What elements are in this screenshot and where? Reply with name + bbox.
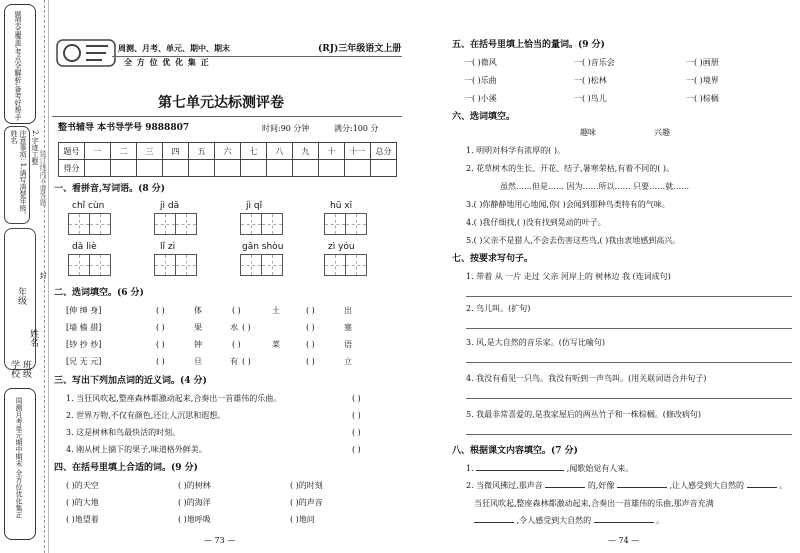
q2-label-3: [钞 抄 炒] <box>66 340 102 349</box>
score-cell: 一 <box>85 143 111 160</box>
pinyin-5: dǎ liè <box>72 242 97 252</box>
q2-blank[interactable]: ( ) <box>232 340 241 349</box>
q6-word-2: 兴趣 <box>654 128 670 137</box>
score-input[interactable] <box>189 160 215 177</box>
q5-cell[interactable]: 一( )画册 <box>686 58 719 67</box>
brand-logo-icon <box>56 38 116 68</box>
score-table <box>58 142 397 177</box>
score-cell: 题号 <box>59 143 85 160</box>
q2-char: 语 <box>344 340 352 349</box>
exam-time: 时间:90 分钟 <box>262 124 310 133</box>
q4-cell[interactable]: ( )的海洋 <box>178 498 211 507</box>
char-grid-8[interactable] <box>324 254 366 276</box>
q2-char: 体 <box>194 306 202 315</box>
q2-blank[interactable]: ( ) <box>232 306 241 315</box>
q4-cell[interactable]: ( )的时刻 <box>290 481 323 490</box>
q3-title: 三、写出下列加点词的近义词。(4 分) <box>54 376 207 386</box>
q6-word-1: 趣味 <box>580 128 596 137</box>
q2-label-1: [伸 绅 身] <box>66 306 102 315</box>
class-label: 班级 <box>21 360 31 378</box>
q8-s3-b: ,令人感受到大自然的 <box>516 516 592 525</box>
score-input[interactable] <box>137 160 163 177</box>
q8-s1 <box>466 464 633 474</box>
q3-item-3: 3. 这是树林和鸟最快活的时刻。 <box>66 428 181 437</box>
book-title: (RJ)三年级语文上册 <box>318 44 402 54</box>
q4-cell[interactable]: ( )的树林 <box>178 481 211 490</box>
score-cell: 九 <box>293 143 319 160</box>
score-row-label: 得分 <box>59 160 85 177</box>
score-input[interactable] <box>241 160 267 177</box>
pinyin-1: chǐ cùn <box>72 201 105 211</box>
char-grid-4[interactable] <box>324 213 366 235</box>
fold-note: 装订线内不要答题 <box>39 150 47 206</box>
q2-char: 土 <box>272 306 280 315</box>
q5-cell[interactable]: 一( )境界 <box>686 76 719 85</box>
char-grid-2[interactable] <box>154 213 196 235</box>
q2-char: 菜 <box>272 340 280 349</box>
pinyin-6: lǐ zi <box>160 242 176 252</box>
binding-strip <box>0 0 49 553</box>
char-grid-6[interactable] <box>154 254 196 276</box>
q8-blank[interactable] <box>474 522 514 523</box>
q8-s3: 当狂风吹起,整座森林都激动起来,合奏出一首雄伟的乐曲,那声音充满 <box>474 499 714 508</box>
q6-s4: 4.( )我仔细找,( )没有找到晃动的叶子。 <box>466 218 606 227</box>
header-tags: 周测、月考、单元、期中、期末 <box>118 44 230 53</box>
header-rule <box>112 56 402 57</box>
q8-blank[interactable] <box>545 487 585 488</box>
q8-blank[interactable] <box>617 487 667 488</box>
q8-s2-c: ,让人感受到大自然的 <box>669 481 744 490</box>
q7-s1: 1. 带着 从 一片 走过 父亲 河岸上的 树林边 我 (连词成句) <box>466 272 671 281</box>
q2-blank[interactable]: ( ) <box>306 357 315 366</box>
q3-blank-4[interactable]: ( ) <box>352 445 361 454</box>
school-label: 学校 <box>9 360 19 378</box>
q4-cell[interactable]: ( )的大地 <box>66 498 99 507</box>
strip-logo-bottom <box>4 388 36 540</box>
pinyin-2: jì dǎ <box>160 201 180 211</box>
q6-title: 六、选词填空。 <box>452 112 516 122</box>
q3-blank-1[interactable]: ( ) <box>352 394 361 403</box>
char-grid-1[interactable] <box>68 213 110 235</box>
score-table-header-row <box>59 143 397 160</box>
q4-cell[interactable]: ( )的天空 <box>66 481 99 490</box>
pinyin-4: hū xī <box>330 201 353 211</box>
score-cell: 六 <box>215 143 241 160</box>
q8-blank[interactable] <box>594 522 654 523</box>
q2-blank[interactable]: ( ) <box>306 340 315 349</box>
score-cell: 十一 <box>345 143 371 160</box>
pinyin-8: zì yóu <box>328 242 355 252</box>
q5-cell[interactable]: 一( )微风 <box>464 58 497 67</box>
q8-s2-a: 2. 当微风拂过,那声音 <box>466 481 543 490</box>
q7-s2: 2. 鸟儿叫。(扩句) <box>466 304 531 313</box>
q8-s1-num: 1. <box>466 464 474 473</box>
score-input[interactable] <box>163 160 189 177</box>
q1-title: 一、看拼音,写词语。(8 分) <box>54 184 166 194</box>
score-cell: 二 <box>111 143 137 160</box>
notice-rule2: 2.字迹工整 <box>31 130 39 165</box>
q2-blank[interactable]: ( ) <box>156 306 165 315</box>
q5-cell[interactable]: 一( )松林 <box>574 76 607 85</box>
page-number-left: — 73 — <box>204 536 236 545</box>
score-cell: 三 <box>137 143 163 160</box>
exam-full-score: 满分:100 分 <box>334 124 379 133</box>
q4-cell[interactable]: ( )的声音 <box>290 498 323 507</box>
q2-char: 塞 <box>344 323 352 332</box>
q8-title: 八、根据课文内容填空。(7 分) <box>452 446 578 456</box>
q6-s1: 1. 明明对科学有浓厚的( )。 <box>466 146 565 155</box>
q3-item-1: 1. 当狂风吹起,整座森林都激动起来,合奏出一首雄伟的乐曲。 <box>66 394 282 403</box>
q8-s1-end: ,闻歌始觉有人来。 <box>566 464 634 473</box>
q7-s4: 4. 我没有看见一只鸟。我没有听到一声鸟叫。(用关联词语合并句子) <box>466 374 707 383</box>
score-cell: 十 <box>319 143 345 160</box>
q8-s3-end <box>474 516 664 526</box>
answer-line[interactable] <box>466 296 792 297</box>
q3-item-4: 4. 刚从树上摘下的果子,味道格外鲜美。 <box>66 445 207 454</box>
score-cell: 总分 <box>371 143 397 160</box>
q8-blank[interactable] <box>747 487 777 488</box>
q7-title: 七、按要求写句子。 <box>452 254 534 264</box>
brand-line: 整书辅导 本书导学号 9888807 <box>58 123 190 133</box>
q5-title: 五、在括号里填上恰当的量词。(9 分) <box>452 40 605 50</box>
q2-blank[interactable]: ( ) <box>306 323 315 332</box>
brand-logo <box>56 38 116 68</box>
page-number-right: — 74 — <box>608 536 640 545</box>
exam-title: 第七单元达标测评卷 <box>158 95 284 111</box>
q5-cell[interactable]: 一( )音乐会 <box>574 58 615 67</box>
grade-name-box <box>4 228 36 370</box>
q6-s2: 2. 花草树木的生长、开花、结子,暑寒荣枯,有着不同的( )。 <box>466 164 675 173</box>
q2-blank[interactable]: ( ) <box>156 340 165 349</box>
score-input[interactable] <box>293 160 319 177</box>
q5-cell[interactable]: 一( )棕榈 <box>686 94 719 103</box>
q2-char: 有 <box>230 357 238 366</box>
notice-box <box>4 126 30 224</box>
q6-s5: 5.( )父亲不是猎人,不会去伤害这些鸟,( )我由衷地感到高兴。 <box>466 236 681 245</box>
q5-cell[interactable]: 一( )乐曲 <box>464 76 497 85</box>
score-input[interactable] <box>371 160 397 177</box>
score-cell: 四 <box>163 143 189 160</box>
q8-s3-c: 。 <box>656 516 665 525</box>
q2-char: 水 <box>230 323 238 332</box>
char-grid-5[interactable] <box>68 254 110 276</box>
header-slogan: 全 方 位 优 化 集 正 <box>124 58 210 67</box>
q3-blank-2[interactable]: ( ) <box>352 411 361 420</box>
score-input[interactable] <box>85 160 111 177</box>
q2-blank[interactable]: ( ) <box>242 357 251 366</box>
q2-char: 钟 <box>194 340 202 349</box>
title-rule <box>52 116 402 117</box>
q2-blank[interactable]: ( ) <box>156 323 165 332</box>
q2-char: 旦 <box>194 357 202 366</box>
pinyin-3: jì qǐ <box>246 201 263 211</box>
score-input[interactable] <box>215 160 241 177</box>
pinyin-7: gǎn shòu <box>242 242 284 252</box>
q2-label-2: [墙 樯 措] <box>66 323 102 332</box>
score-cell: 七 <box>241 143 267 160</box>
cut-line <box>44 0 45 553</box>
name-label: 姓名 <box>28 329 38 347</box>
q6-words2: 虽然……但是…… 因为……所以…… 只要……就…… <box>500 182 690 191</box>
score-input[interactable] <box>345 160 371 177</box>
seal-mark: 封 <box>39 272 47 279</box>
q7-s3: 3. 风,是大自然的音乐家。(仿写比喻句) <box>466 338 605 347</box>
q4-cell[interactable]: ( )地问 <box>290 515 315 524</box>
q2-blank[interactable]: ( ) <box>156 357 165 366</box>
q3-item-2: 2. 世界万物,不仅有颜色,还让人沉思和遐想。 <box>66 411 226 420</box>
strip-side-note: 题型全覆盖,考点全解析,备考好帮手 <box>14 11 22 121</box>
notice-label: 注意事项: <box>19 130 27 161</box>
score-cell: 八 <box>267 143 293 160</box>
q2-title: 二、选词填空。(6 分) <box>54 288 144 298</box>
score-cell: 五 <box>189 143 215 160</box>
strip-logo-text: 周测月考单元期中期末 全方位优化集正 <box>15 397 23 519</box>
q8-s2-b: 的,好像 <box>587 481 615 490</box>
q3-blank-3[interactable]: ( ) <box>352 428 361 437</box>
q8-s2-d: 。 <box>779 481 788 490</box>
q2-char: 出 <box>344 306 352 315</box>
score-input[interactable] <box>111 160 137 177</box>
answer-line[interactable] <box>466 398 792 399</box>
q2-blank[interactable]: ( ) <box>242 323 251 332</box>
q6-s3: 3.( )你静静地用心地闻,你( )会闻到那种鸟类特有的气味。 <box>466 200 670 209</box>
score-input[interactable] <box>267 160 293 177</box>
score-table-score-row <box>59 160 397 177</box>
q2-char: 立 <box>344 357 352 366</box>
char-grid-3[interactable] <box>240 213 282 235</box>
q2-label-4: [兄 无 元] <box>66 357 102 366</box>
q4-title: 四、在括号里填上合适的词。(9 分) <box>54 463 198 473</box>
strip-logo-top <box>4 4 36 124</box>
answer-line[interactable] <box>466 328 792 329</box>
q4-cell[interactable]: ( )地望着 <box>66 515 99 524</box>
q5-cell[interactable]: 一( )鸟儿 <box>574 94 607 103</box>
q2-blank[interactable]: ( ) <box>306 306 315 315</box>
char-grid-7[interactable] <box>240 254 282 276</box>
answer-line[interactable] <box>466 434 792 435</box>
q2-char: 果 <box>194 323 202 332</box>
q8-s2 <box>466 481 787 491</box>
score-input[interactable] <box>319 160 345 177</box>
answer-line[interactable] <box>466 362 792 363</box>
q8-blank[interactable] <box>476 470 564 471</box>
notice-rule1: 1.请写清楚年级、姓名 <box>10 130 27 219</box>
q5-cell[interactable]: 一( )小溪 <box>464 94 497 103</box>
grade-label: 年级 <box>16 287 26 305</box>
q7-s5: 5. 我最非常喜爱的,是我家屋后的两丛竹子和一株棕榈。(修改病句) <box>466 410 701 419</box>
q4-cell[interactable]: ( )地呼吸 <box>178 515 211 524</box>
